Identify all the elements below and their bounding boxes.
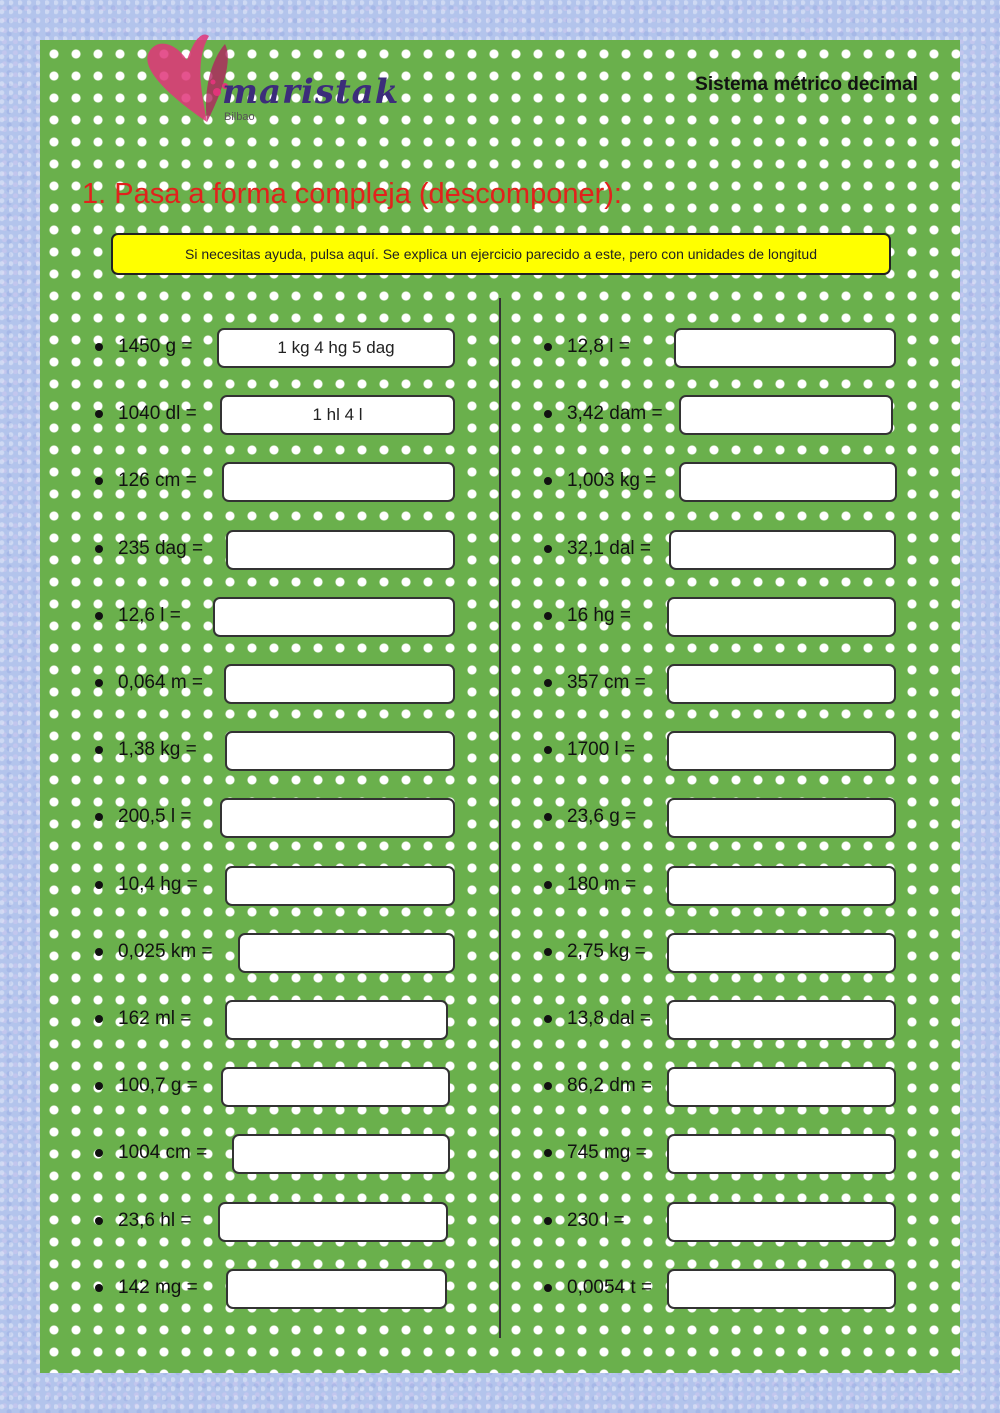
bullet-icon: [95, 545, 103, 553]
answer-input[interactable]: [667, 731, 896, 771]
bullet-icon: [544, 813, 552, 821]
bullet-icon: [544, 1217, 552, 1225]
bullet-icon: [544, 477, 552, 485]
exercise-label: 1450 g =: [118, 336, 193, 357]
bullet-icon: [95, 1082, 103, 1090]
exercise-label: 126 cm =: [118, 470, 197, 492]
bullet-icon: [544, 1149, 552, 1157]
exercise-label: 230 l =: [567, 1209, 625, 1231]
exercise-label: 1004 cm =: [118, 1142, 208, 1164]
bullet-icon: [544, 679, 552, 687]
exercise-label: 10,4 hg =: [118, 873, 198, 895]
bullet-icon: [95, 410, 103, 418]
bullet-icon: [544, 1015, 552, 1023]
bullet-icon: [95, 343, 103, 351]
answer-input[interactable]: [667, 1000, 896, 1040]
answer-input[interactable]: [667, 1134, 896, 1174]
exercise-label: 0,025 km =: [118, 940, 213, 962]
exercise-label: 357 cm =: [567, 672, 646, 693]
answer-input[interactable]: [238, 933, 455, 973]
exercise-row: [544, 597, 896, 637]
exercise-row: [95, 866, 455, 906]
answer-input[interactable]: [679, 462, 897, 502]
exercise-row: [544, 1202, 896, 1242]
answer-input[interactable]: [669, 530, 896, 570]
answer-input[interactable]: [667, 866, 896, 906]
bullet-icon: [95, 612, 103, 620]
exercise-row: [95, 597, 455, 637]
exercise-row: [95, 1269, 447, 1309]
exercise-row: [544, 1000, 896, 1040]
bullet-icon: [95, 1149, 103, 1157]
bullet-icon: [544, 1082, 552, 1090]
answer-input[interactable]: [674, 328, 896, 368]
document-title: Sistema métrico decimal: [695, 74, 918, 95]
exercise-row: [544, 328, 896, 368]
bullet-icon: [544, 410, 552, 418]
answer-input[interactable]: [667, 933, 896, 973]
exercise-row: [95, 933, 455, 973]
answer-input[interactable]: [667, 798, 896, 838]
bullet-icon: [95, 881, 103, 889]
exercise-label: 1700 l =: [567, 739, 636, 761]
bullet-icon: [544, 881, 552, 889]
exercise-label: 100,7 g =: [118, 1075, 198, 1097]
answer-input[interactable]: [221, 1067, 450, 1107]
exercise-row: [95, 1202, 448, 1242]
exercise-row: [544, 530, 896, 570]
exercise-row: [95, 530, 455, 570]
answer-input[interactable]: [222, 462, 455, 502]
exercise-label: 3,42 dam =: [567, 403, 663, 425]
answer-input[interactable]: [225, 866, 455, 906]
exercise-row: [544, 798, 896, 838]
exercise-label: 1040 dl =: [118, 403, 197, 425]
bullet-icon: [95, 679, 103, 687]
exercise-row: [95, 798, 455, 838]
answer-input[interactable]: [225, 1000, 448, 1040]
exercise-label: 162 ml =: [118, 1008, 192, 1029]
exercise-label: 142 mg =: [118, 1276, 198, 1298]
answer-input[interactable]: [667, 1202, 896, 1242]
answer-input[interactable]: [679, 395, 893, 435]
answer-input[interactable]: [667, 664, 896, 704]
exercise-label: 1,38 kg =: [118, 739, 197, 761]
exercise-label: 23,6 hl =: [118, 1209, 192, 1231]
exercise-label: 1,003 kg =: [567, 470, 657, 492]
answer-input[interactable]: [226, 1269, 447, 1309]
bullet-icon: [95, 813, 103, 821]
bullet-icon: [95, 746, 103, 754]
exercise-row: [544, 395, 893, 435]
exercise-title: 1. Pasa a forma compleja (descomponer):: [82, 178, 622, 210]
exercise-label: 86,2 dm =: [567, 1075, 653, 1097]
exercise-label: 23,6 g =: [567, 806, 637, 828]
bullet-icon: [95, 1284, 103, 1292]
bullet-icon: [95, 1217, 103, 1225]
exercise-row: [95, 395, 455, 435]
exercise-label: 32,1 dal =: [567, 537, 651, 559]
answer-input[interactable]: [220, 395, 455, 435]
exercise-label: 0,0054 t =: [567, 1276, 653, 1298]
answer-input[interactable]: [667, 597, 896, 637]
exercise-row: [544, 866, 896, 906]
exercise-label: 2,75 kg =: [567, 940, 646, 962]
exercise-row: [95, 1134, 450, 1174]
exercise-label: 235 dag =: [118, 537, 204, 559]
bullet-icon: [544, 545, 552, 553]
bullet-icon: [95, 1015, 103, 1023]
exercise-label: 0,064 m =: [118, 672, 204, 693]
exercise-row: [95, 1000, 448, 1040]
exercise-label: 12,6 l =: [118, 604, 181, 626]
exercise-row: [95, 731, 455, 771]
exercise-row: [544, 933, 896, 973]
answer-input[interactable]: [667, 1067, 896, 1107]
logo-wordmark: maristak: [222, 72, 400, 112]
logo-subtitle: Bilbao: [224, 111, 255, 123]
exercise-row: [544, 664, 896, 704]
exercise-label: 200,5 l =: [118, 806, 192, 828]
bullet-icon: [544, 343, 552, 351]
exercise-row: [95, 1067, 450, 1107]
exercise-label: 13,8 dal =: [567, 1008, 651, 1029]
bullet-icon: [544, 612, 552, 620]
answer-input[interactable]: [213, 597, 455, 637]
bullet-icon: [544, 746, 552, 754]
answer-input[interactable]: [225, 731, 455, 771]
exercise-row: [544, 462, 897, 502]
exercise-row: [544, 731, 896, 771]
answer-input[interactable]: [218, 1202, 448, 1242]
bullet-icon: [95, 477, 103, 485]
column-divider: [499, 298, 501, 1338]
exercise-label: 12,8 l =: [567, 336, 630, 357]
exercise-row: [544, 1134, 896, 1174]
bullet-icon: [544, 1284, 552, 1292]
answer-input[interactable]: [232, 1134, 450, 1174]
help-button[interactable]: Si necesitas ayuda, pulsa aquí. Se explica un ejercicio parecido a este, pero con unidades de longitud: [111, 233, 891, 275]
exercise-row: [544, 1067, 896, 1107]
answer-input[interactable]: [224, 664, 455, 704]
answer-input[interactable]: [667, 1269, 896, 1309]
exercise-label: 180 m =: [567, 873, 637, 895]
bullet-icon: [544, 948, 552, 956]
exercise-row: [95, 328, 455, 368]
bullet-icon: [95, 948, 103, 956]
answer-input[interactable]: [220, 798, 455, 838]
exercise-row: [95, 462, 455, 502]
exercise-label: 16 hg =: [567, 604, 631, 626]
exercise-row: [544, 1269, 896, 1309]
exercise-row: [95, 664, 455, 704]
answer-input[interactable]: [226, 530, 455, 570]
answer-input[interactable]: [217, 328, 455, 368]
exercise-label: 745 mg =: [567, 1142, 647, 1164]
